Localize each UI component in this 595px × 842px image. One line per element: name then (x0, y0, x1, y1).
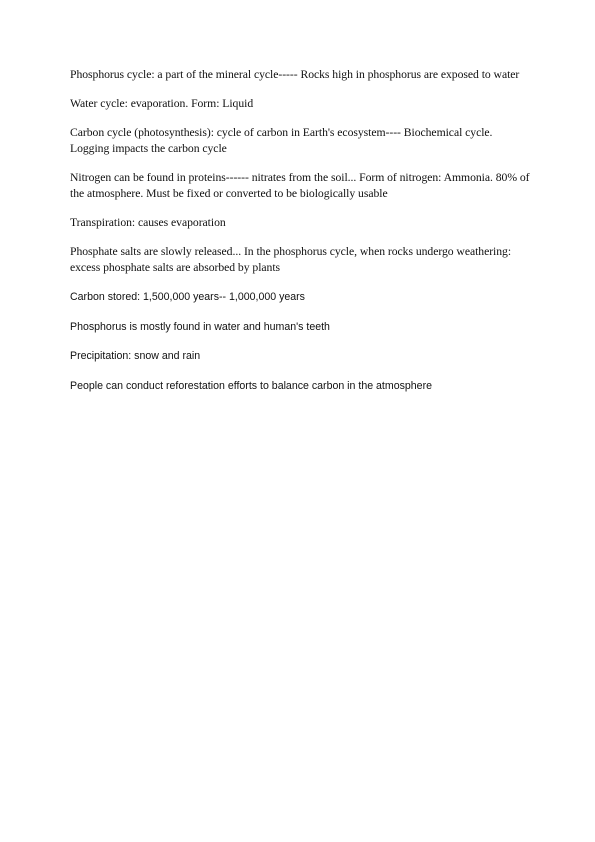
notes-body (70, 67, 530, 407)
note-phosphorus-cycle: Phosphorus cycle: a part of the mineral cycle----- Rocks high in phosphorus are exposed to water (70, 68, 520, 81)
note-phosphorus-location: Phosphorus is mostly found in water and human's teeth (70, 320, 330, 333)
note-reforestation: People can conduct reforestation efforts to balance carbon in the atmosphere (70, 379, 432, 392)
note-nitrogen: Nitrogen can be found in proteins------ nitrates from the soil... Form of nitrogen: Ammonia. 80% of the atmosphere. Must be fixed or converted to be biologically usable (70, 171, 530, 200)
note-carbon-cycle: Carbon cycle (photosynthesis): cycle of carbon in Earth's ecosystem---- Biochemical cycle. Logging impacts the carbon cycle (70, 126, 493, 155)
note-phosphate-salts: Phosphate salts are slowly released... In the phosphorus cycle, when rocks undergo weathering: excess phosphate salts are absorbed by plants (70, 245, 512, 274)
note-water-cycle: Water cycle: evaporation. Form: Liquid (70, 97, 254, 110)
note-carbon-stored: Carbon stored: 1,500,000 years-- 1,000,000 years (70, 291, 305, 303)
note-transpiration: Transpiration: causes evaporation (70, 216, 226, 229)
note-precipitation: Precipitation: snow and rain (70, 350, 201, 362)
